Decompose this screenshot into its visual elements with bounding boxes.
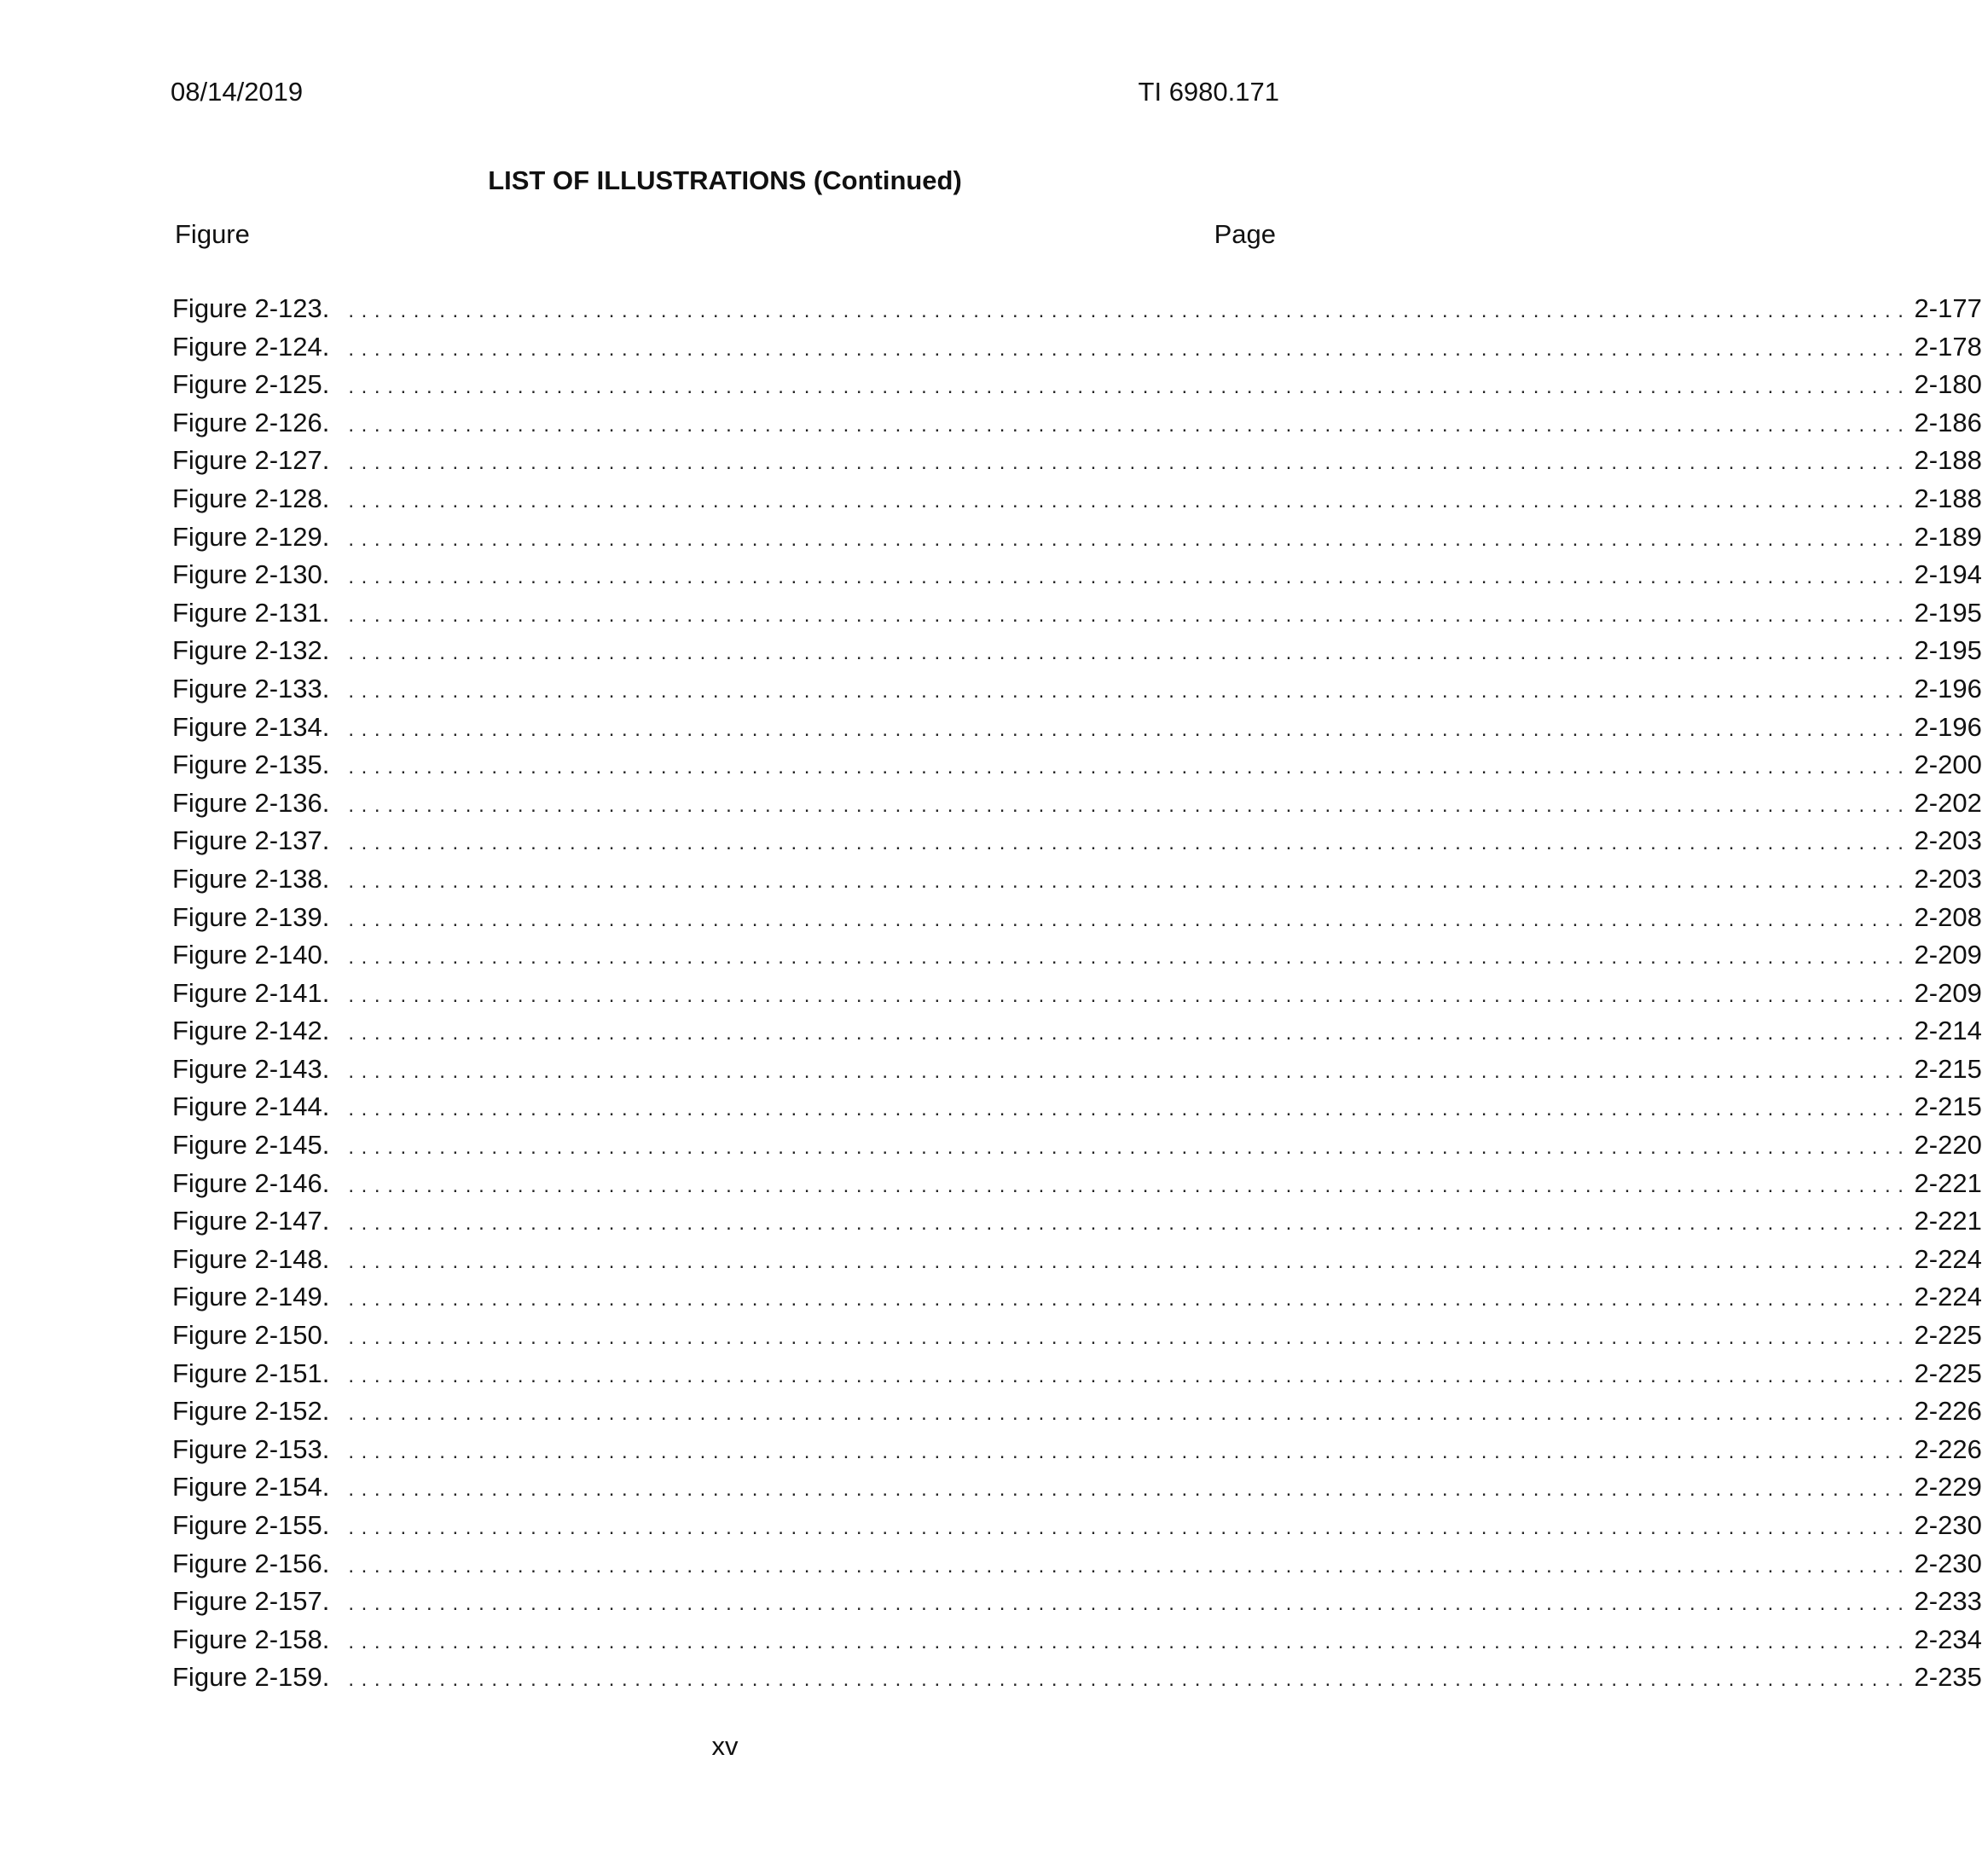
figure-page-number: 2-177	[1914, 293, 1982, 323]
figure-label: Figure 2-156.	[172, 1548, 330, 1578]
list-item	[172, 632, 1982, 670]
figure-label: Figure 2-157.	[172, 1586, 330, 1617]
figure-label: Figure 2-129.	[172, 521, 330, 552]
figure-label: Figure 2-152.	[172, 1396, 330, 1427]
figure-label: Figure 2-150.	[172, 1320, 330, 1351]
dot-leader: ........................................................................................................................	[348, 756, 1911, 779]
figure-label: Figure 2-132.	[172, 635, 330, 666]
list-item	[172, 1241, 1982, 1279]
figure-page-number: 2-234	[1914, 1624, 1982, 1654]
figure-page-number: 2-224	[1914, 1282, 1982, 1312]
dot-leader: ........................................................................................................................	[348, 1592, 1911, 1616]
figure-label: Figure 2-154.	[172, 1472, 330, 1503]
figure-page-number: 2-226	[1914, 1396, 1982, 1427]
header-doc-id: TI 6980.171	[1138, 77, 1279, 107]
figure-label: Figure 2-133.	[172, 673, 330, 704]
dot-leader: ........................................................................................................................	[348, 1439, 1911, 1463]
list-item	[172, 594, 1982, 633]
list-item	[172, 1278, 1982, 1317]
figure-page-number: 2-202	[1914, 787, 1982, 818]
figure-label: Figure 2-142.	[172, 1016, 330, 1046]
figure-label: Figure 2-147.	[172, 1206, 330, 1236]
figure-page-number: 2-203	[1914, 825, 1982, 856]
dot-leader: ........................................................................................................................	[348, 717, 1911, 741]
figure-label: Figure 2-126.	[172, 407, 330, 437]
dot-leader: ........................................................................................................................	[348, 603, 1911, 627]
figure-label: Figure 2-151.	[172, 1358, 330, 1388]
figure-page-number: 2-230	[1914, 1548, 1982, 1578]
list-item	[172, 290, 1982, 328]
list-item	[172, 1507, 1982, 1545]
figure-label: Figure 2-134.	[172, 711, 330, 742]
figure-page-number: 2-221	[1914, 1167, 1982, 1198]
figure-page-number: 2-180	[1914, 369, 1982, 400]
dot-leader: ........................................................................................................................	[348, 1478, 1911, 1502]
dot-leader: ........................................................................................................................	[348, 1326, 1911, 1350]
list-item	[172, 822, 1982, 860]
dot-leader: ........................................................................................................................	[348, 413, 1911, 437]
figure-page-number: 2-188	[1914, 483, 1982, 513]
dot-leader: ........................................................................................................................	[348, 1097, 1911, 1121]
list-item	[172, 1355, 1982, 1393]
list-item	[172, 404, 1982, 443]
figure-page-number: 2-209	[1914, 977, 1982, 1008]
figure-label: Figure 2-149.	[172, 1282, 330, 1312]
figure-label: Figure 2-140.	[172, 940, 330, 970]
list-item	[172, 1431, 1982, 1469]
figure-page-number: 2-195	[1914, 635, 1982, 666]
figure-label: Figure 2-130.	[172, 559, 330, 590]
figure-page-number: 2-196	[1914, 711, 1982, 742]
dot-leader: ........................................................................................................................	[348, 1364, 1911, 1387]
list-item	[172, 785, 1982, 823]
dot-leader: ........................................................................................................................	[348, 451, 1911, 475]
figure-label: Figure 2-138.	[172, 863, 330, 894]
dot-leader: ........................................................................................................................	[348, 1554, 1911, 1578]
figure-label: Figure 2-124.	[172, 331, 330, 362]
list-item	[172, 1583, 1982, 1621]
list-item	[172, 1126, 1982, 1165]
list-item	[172, 1051, 1982, 1089]
illustrations-list	[172, 290, 1982, 1697]
figure-page-number: 2-178	[1914, 331, 1982, 362]
page-number: xv	[711, 1731, 739, 1761]
dot-leader: ........................................................................................................................	[348, 946, 1911, 970]
list-item	[172, 518, 1982, 557]
figure-label: Figure 2-148.	[172, 1243, 330, 1274]
list-item	[172, 1012, 1982, 1051]
dot-leader: ........................................................................................................................	[348, 831, 1911, 855]
figure-label: Figure 2-127.	[172, 445, 330, 476]
list-item	[172, 442, 1982, 480]
figure-label: Figure 2-143.	[172, 1053, 330, 1084]
figure-page-number: 2-194	[1914, 559, 1982, 590]
figure-page-number: 2-233	[1914, 1586, 1982, 1617]
figure-page-number: 2-209	[1914, 940, 1982, 970]
list-item	[172, 1468, 1982, 1507]
figure-label: Figure 2-139.	[172, 901, 330, 932]
figure-label: Figure 2-125.	[172, 369, 330, 400]
dot-leader: ........................................................................................................................	[348, 1402, 1911, 1426]
figure-label: Figure 2-158.	[172, 1624, 330, 1654]
figure-label: Figure 2-123.	[172, 293, 330, 323]
column-header-page: Page	[1214, 219, 1276, 249]
figure-page-number: 2-226	[1914, 1433, 1982, 1464]
list-item	[172, 670, 1982, 709]
list-item	[172, 1621, 1982, 1659]
list-item	[172, 1393, 1982, 1431]
figure-label: Figure 2-153.	[172, 1433, 330, 1464]
figure-label: Figure 2-146.	[172, 1167, 330, 1198]
figure-page-number: 2-195	[1914, 597, 1982, 628]
dot-leader: ........................................................................................................................	[348, 375, 1911, 399]
figure-page-number: 2-200	[1914, 750, 1982, 780]
list-item	[172, 1659, 1982, 1697]
dot-leader: ........................................................................................................................	[348, 337, 1911, 361]
figure-label: Figure 2-141.	[172, 977, 330, 1008]
dot-leader: ........................................................................................................................	[348, 679, 1911, 703]
dot-leader: ........................................................................................................................	[348, 565, 1911, 589]
dot-leader: ........................................................................................................................	[348, 793, 1911, 817]
list-item	[172, 366, 1982, 404]
page-title: LIST OF ILLUSTRATIONS (Continued)	[488, 165, 962, 195]
figure-label: Figure 2-136.	[172, 787, 330, 818]
dot-leader: ........................................................................................................................	[348, 1288, 1911, 1311]
list-item	[172, 1545, 1982, 1584]
dot-leader: ........................................................................................................................	[348, 527, 1911, 551]
list-item	[172, 480, 1982, 518]
dot-leader: ........................................................................................................................	[348, 1136, 1911, 1160]
figure-page-number: 2-224	[1914, 1243, 1982, 1274]
figure-page-number: 2-186	[1914, 407, 1982, 437]
figure-page-number: 2-235	[1914, 1662, 1982, 1693]
figure-label: Figure 2-137.	[172, 825, 330, 856]
dot-leader: ........................................................................................................................	[348, 1668, 1911, 1692]
figure-page-number: 2-225	[1914, 1320, 1982, 1351]
figure-page-number: 2-189	[1914, 521, 1982, 552]
column-header-figure: Figure	[175, 219, 250, 249]
list-item	[172, 556, 1982, 594]
dot-leader: ........................................................................................................................	[348, 1249, 1911, 1273]
figure-page-number: 2-188	[1914, 445, 1982, 476]
figure-page-number: 2-214	[1914, 1016, 1982, 1046]
list-item	[172, 860, 1982, 899]
figure-label: Figure 2-135.	[172, 750, 330, 780]
list-item	[172, 1202, 1982, 1241]
figure-page-number: 2-225	[1914, 1358, 1982, 1388]
list-item	[172, 1317, 1982, 1355]
dot-leader: ........................................................................................................................	[348, 489, 1911, 512]
figure-label: Figure 2-159.	[172, 1662, 330, 1693]
list-item	[172, 1088, 1982, 1126]
dot-leader: ........................................................................................................................	[348, 1630, 1911, 1653]
figure-page-number: 2-203	[1914, 863, 1982, 894]
figure-label: Figure 2-155.	[172, 1510, 330, 1540]
figure-page-number: 2-221	[1914, 1206, 1982, 1236]
list-item	[172, 328, 1982, 367]
dot-leader: ........................................................................................................................	[348, 869, 1911, 893]
list-item	[172, 899, 1982, 937]
dot-leader: ........................................................................................................................	[348, 1059, 1911, 1083]
figure-label: Figure 2-131.	[172, 597, 330, 628]
figure-page-number: 2-215	[1914, 1091, 1982, 1122]
figure-page-number: 2-229	[1914, 1472, 1982, 1503]
list-item	[172, 746, 1982, 785]
figure-label: Figure 2-128.	[172, 483, 330, 513]
list-item	[172, 975, 1982, 1013]
figure-label: Figure 2-144.	[172, 1091, 330, 1122]
list-item	[172, 936, 1982, 975]
figure-page-number: 2-208	[1914, 901, 1982, 932]
dot-leader: ........................................................................................................................	[348, 1173, 1911, 1197]
dot-leader: ........................................................................................................................	[348, 983, 1911, 1007]
header-date: 08/14/2019	[171, 77, 304, 107]
dot-leader: ........................................................................................................................	[348, 1516, 1911, 1539]
dot-leader: ........................................................................................................................	[348, 1212, 1911, 1236]
list-item	[172, 1165, 1982, 1203]
figure-page-number: 2-230	[1914, 1510, 1982, 1540]
figure-page-number: 2-196	[1914, 673, 1982, 704]
dot-leader: ........................................................................................................................	[348, 1022, 1911, 1045]
figure-page-number: 2-220	[1914, 1130, 1982, 1161]
figure-label: Figure 2-145.	[172, 1130, 330, 1161]
list-item	[172, 709, 1982, 747]
dot-leader: ........................................................................................................................	[348, 907, 1911, 931]
figure-page-number: 2-215	[1914, 1053, 1982, 1084]
dot-leader: ........................................................................................................................	[348, 641, 1911, 665]
dot-leader: ........................................................................................................................	[348, 299, 1911, 322]
